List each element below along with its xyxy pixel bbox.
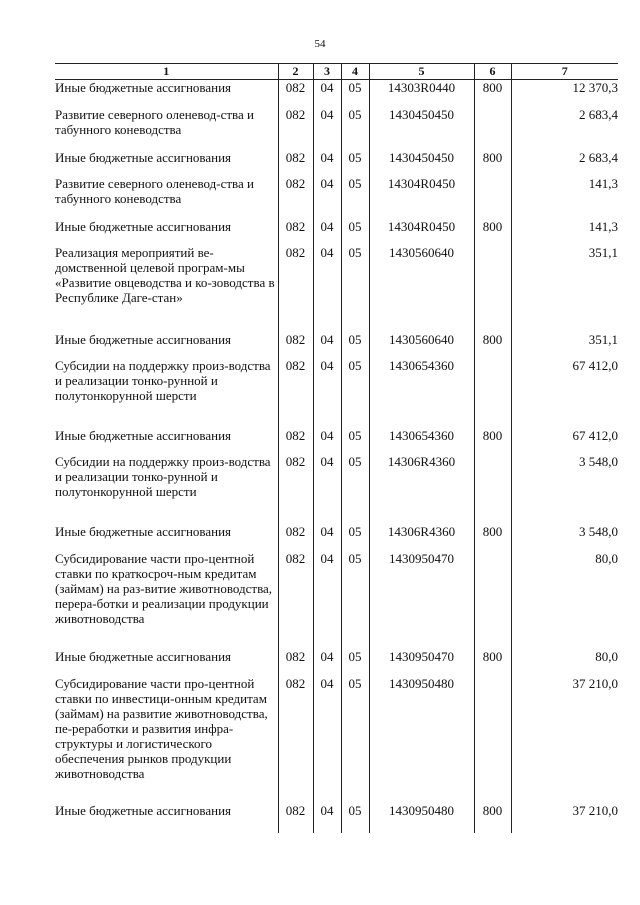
column-header-1: 1 <box>55 64 278 80</box>
target-article-code: 1430950470 <box>369 649 474 676</box>
section-code: 04 <box>313 649 341 676</box>
table-header-row <box>55 64 618 80</box>
expense-type-code <box>474 245 511 332</box>
budget-table <box>55 63 618 833</box>
expense-type-code: 800 <box>474 649 511 676</box>
line-item-name: Иные бюджетные ассигнования <box>55 803 278 833</box>
amount: 2 683,4 <box>511 150 618 176</box>
table-row <box>55 80 618 107</box>
expense-type-code <box>474 454 511 524</box>
ministry-code: 082 <box>278 676 313 803</box>
table-body <box>55 80 618 833</box>
target-article-code: 1430950470 <box>369 551 474 649</box>
amount: 141,3 <box>511 176 618 219</box>
ministry-code: 082 <box>278 150 313 176</box>
target-article-code: 14306R4360 <box>369 524 474 551</box>
ministry-code: 082 <box>278 428 313 454</box>
expense-type-code: 800 <box>474 803 511 833</box>
line-item-name: Иные бюджетные ассигнования <box>55 332 278 358</box>
section-code: 04 <box>313 524 341 551</box>
subsection-code: 05 <box>341 219 369 245</box>
table-row <box>55 524 618 551</box>
expense-type-code: 800 <box>474 524 511 551</box>
subsection-code: 05 <box>341 649 369 676</box>
expense-type-code: 800 <box>474 80 511 107</box>
amount: 141,3 <box>511 219 618 245</box>
table-row <box>55 803 618 833</box>
subsection-code: 05 <box>341 428 369 454</box>
ministry-code: 082 <box>278 245 313 332</box>
target-article-code: 14304R0450 <box>369 176 474 219</box>
amount: 351,1 <box>511 245 618 332</box>
subsection-code: 05 <box>341 524 369 551</box>
table-row <box>55 150 618 176</box>
expense-type-code <box>474 358 511 428</box>
expense-type-code <box>474 676 511 803</box>
target-article-code: 1430560640 <box>369 245 474 332</box>
line-item-name: Иные бюджетные ассигнования <box>55 219 278 245</box>
section-code: 04 <box>313 358 341 428</box>
target-article-code: 14304R0450 <box>369 219 474 245</box>
table-row <box>55 107 618 150</box>
column-header-2: 2 <box>278 64 313 80</box>
table-row <box>55 676 618 803</box>
target-article-code: 14306R4360 <box>369 454 474 524</box>
amount: 80,0 <box>511 649 618 676</box>
subsection-code: 05 <box>341 150 369 176</box>
subsection-code: 05 <box>341 551 369 649</box>
amount: 67 412,0 <box>511 428 618 454</box>
expense-type-code: 800 <box>474 332 511 358</box>
ministry-code: 082 <box>278 649 313 676</box>
ministry-code: 082 <box>278 176 313 219</box>
section-code: 04 <box>313 107 341 150</box>
amount: 3 548,0 <box>511 524 618 551</box>
target-article-code: 1430950480 <box>369 676 474 803</box>
subsection-code: 05 <box>341 107 369 150</box>
amount: 67 412,0 <box>511 358 618 428</box>
subsection-code: 05 <box>341 80 369 107</box>
amount: 3 548,0 <box>511 454 618 524</box>
ministry-code: 082 <box>278 80 313 107</box>
line-item-name: Субсидии на поддержку произ-водства и реализации тонко-рунной и полутонкорунной шерсти <box>55 454 278 524</box>
expense-type-code <box>474 551 511 649</box>
column-header-4: 4 <box>341 64 369 80</box>
line-item-name: Иные бюджетные ассигнования <box>55 649 278 676</box>
line-item-name: Развитие северного оленевод-ства и табунного коневодства <box>55 176 278 219</box>
section-code: 04 <box>313 676 341 803</box>
subsection-code: 05 <box>341 245 369 332</box>
table-row <box>55 219 618 245</box>
subsection-code: 05 <box>341 176 369 219</box>
ministry-code: 082 <box>278 107 313 150</box>
section-code: 04 <box>313 219 341 245</box>
column-header-3: 3 <box>313 64 341 80</box>
line-item-name: Реализация мероприятий ве-домственной целевой програм-мы «Развитие овцеводства и ко-зоводства в Республике Даге-стан» <box>55 245 278 332</box>
expense-type-code: 800 <box>474 219 511 245</box>
expense-type-code: 800 <box>474 428 511 454</box>
line-item-name: Иные бюджетные ассигнования <box>55 428 278 454</box>
section-code: 04 <box>313 176 341 219</box>
table-row <box>55 358 618 428</box>
table-row <box>55 245 618 332</box>
table-row <box>55 428 618 454</box>
line-item-name: Иные бюджетные ассигнования <box>55 80 278 107</box>
table-row <box>55 454 618 524</box>
section-code: 04 <box>313 245 341 332</box>
section-code: 04 <box>313 428 341 454</box>
section-code: 04 <box>313 551 341 649</box>
expense-type-code: 800 <box>474 150 511 176</box>
target-article-code: 1430560640 <box>369 332 474 358</box>
table-row <box>55 551 618 649</box>
amount: 12 370,3 <box>511 80 618 107</box>
amount: 37 210,0 <box>511 803 618 833</box>
target-article-code: 1430450450 <box>369 150 474 176</box>
subsection-code: 05 <box>341 676 369 803</box>
subsection-code: 05 <box>341 454 369 524</box>
line-item-name: Субсидирование части про-центной ставки по краткосроч-ным кредитам (займам) на раз-витие животноводства, перера-ботки и реализации продукции животноводства <box>55 551 278 649</box>
section-code: 04 <box>313 803 341 833</box>
line-item-name: Субсидии на поддержку произ-водства и реализации тонко-рунной и полутонкорунной шерсти <box>55 358 278 428</box>
target-article-code: 1430654360 <box>369 358 474 428</box>
column-header-5: 5 <box>369 64 474 80</box>
ministry-code: 082 <box>278 551 313 649</box>
subsection-code: 05 <box>341 332 369 358</box>
section-code: 04 <box>313 454 341 524</box>
target-article-code: 14303R0440 <box>369 80 474 107</box>
ministry-code: 082 <box>278 454 313 524</box>
section-code: 04 <box>313 150 341 176</box>
subsection-code: 05 <box>341 803 369 833</box>
ministry-code: 082 <box>278 358 313 428</box>
ministry-code: 082 <box>278 332 313 358</box>
target-article-code: 1430950480 <box>369 803 474 833</box>
page-number: 54 <box>314 38 326 50</box>
ministry-code: 082 <box>278 219 313 245</box>
ministry-code: 082 <box>278 524 313 551</box>
expense-type-code <box>474 176 511 219</box>
amount: 80,0 <box>511 551 618 649</box>
target-article-code: 1430654360 <box>369 428 474 454</box>
line-item-name: Развитие северного оленевод-ства и табунного коневодства <box>55 107 278 150</box>
column-header-7: 7 <box>511 64 618 80</box>
expense-type-code <box>474 107 511 150</box>
amount: 351,1 <box>511 332 618 358</box>
amount: 37 210,0 <box>511 676 618 803</box>
line-item-name: Иные бюджетные ассигнования <box>55 150 278 176</box>
table-row <box>55 176 618 219</box>
section-code: 04 <box>313 80 341 107</box>
section-code: 04 <box>313 332 341 358</box>
column-header-6: 6 <box>474 64 511 80</box>
table-row <box>55 649 618 676</box>
amount: 2 683,4 <box>511 107 618 150</box>
line-item-name: Иные бюджетные ассигнования <box>55 524 278 551</box>
target-article-code: 1430450450 <box>369 107 474 150</box>
table-row <box>55 332 618 358</box>
line-item-name: Субсидирование части про-центной ставки по инвестици-онным кредитам (займам) на развитие животноводства, пе-реработки и развития инфра-структуры и логистического обеспечения рынков продукции животноводства <box>55 676 278 803</box>
subsection-code: 05 <box>341 358 369 428</box>
ministry-code: 082 <box>278 803 313 833</box>
